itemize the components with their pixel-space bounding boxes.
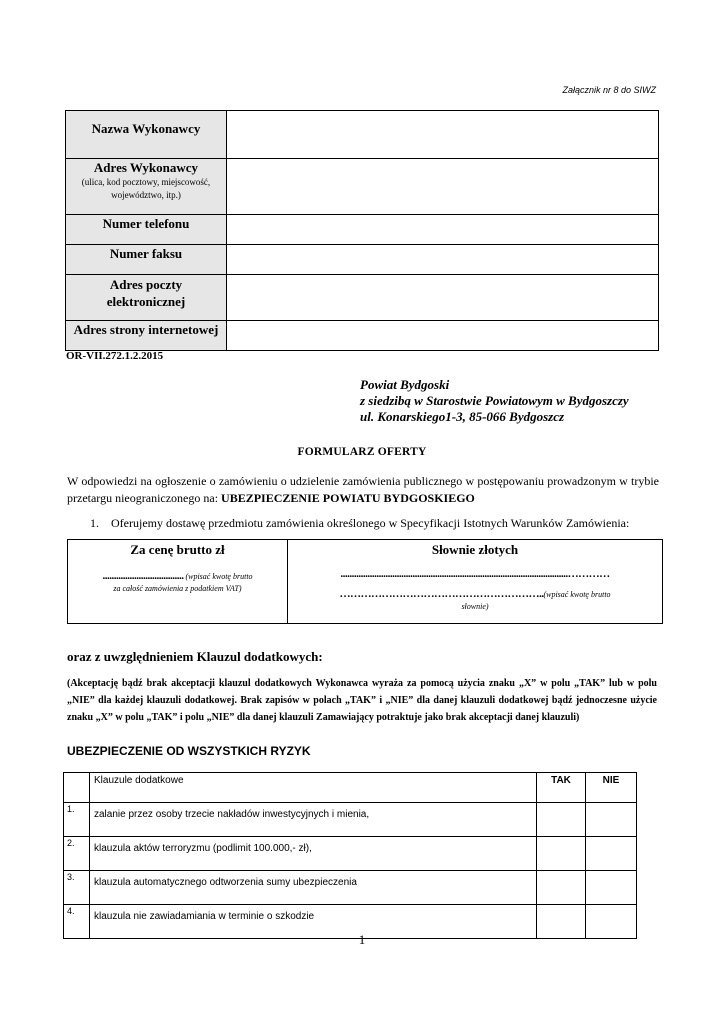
- table-row: [64, 871, 637, 905]
- price-table: [67, 539, 663, 624]
- fax-label: Numer faksu: [66, 245, 227, 275]
- phone-field[interactable]: [227, 215, 659, 245]
- attachment-label: Załącznik nr 8 do SIWZ: [562, 85, 656, 95]
- tak-checkbox[interactable]: [537, 837, 586, 871]
- clause-text: klauzula nie zawiadamiania w terminie o szkodzie: [90, 905, 537, 939]
- page-number: 1: [358, 932, 366, 947]
- words-price-title: Słownie złotych: [431, 542, 519, 557]
- nie-checkbox[interactable]: [586, 871, 637, 905]
- recipient-line-2: z siedzibą w Starostwie Powiatowym w Bydgoszczy: [360, 393, 629, 408]
- words-price-dots-1: .....................................................................................................…………: [340, 568, 610, 580]
- address-hint-1: (ulica, kod pocztowy, miejscowość,: [81, 177, 211, 187]
- form-title: FORMULARZ OFERTY: [297, 446, 427, 458]
- words-price-note-2: słownie): [461, 602, 489, 611]
- recipient-address: [360, 377, 629, 425]
- clauses-header: Klauzule dodatkowe: [90, 773, 537, 803]
- table-row: [64, 837, 637, 871]
- recipient-line-3: ul. Konarskiego1-3, 85-066 Bydgoszcz: [360, 409, 565, 424]
- clause-number: 1.: [64, 803, 90, 837]
- tak-header: TAK: [537, 773, 586, 803]
- procurement-subject: UBEZPIECZENIE POWIATU BYDGOSKIEGO: [221, 491, 475, 505]
- address-hint-2: województwo, itp.): [111, 190, 181, 200]
- clauses-table: [63, 772, 637, 939]
- email-field[interactable]: [227, 275, 659, 321]
- contractor-address-label: Adres Wykonawcy (ulica, kod pocztowy, miejscowość, województwo, itp.): [66, 159, 227, 215]
- email-label: Adres poczty elektronicznej: [66, 275, 227, 321]
- fax-field[interactable]: [227, 245, 659, 275]
- acceptance-instructions: (Akceptację bądź brak akceptacji klauzul dodatkowych Wykonawca wyraża za pomocą użycia znaku „X” w polu „TAK” lub w polu „NIE” dla każdej klauzuli dodatkowej. Brak zapisów w polach „TAK” i „NIE” dla danej klauzuli dodatkowej bądź jednoczesne użycie znaku „X” w polu „TAK” i polu „NIE” dla danej klauzuli Zamawiający potraktuje jako brak akceptacji danej klauzuli): [67, 678, 657, 723]
- phone-label: Numer telefonu: [66, 215, 227, 245]
- offer-item-1: 1. Oferujemy dostawę przedmiotu zamówienia określonego w Specyfikacji Istotnych Warunków Zamówienia:: [90, 516, 630, 530]
- gross-price-dots: ....................................: [102, 570, 184, 582]
- clauses-heading: oraz z uwzględnieniem Klauzul dodatkowych:: [67, 649, 323, 664]
- header-num-cell: [64, 773, 90, 803]
- clause-number: 3.: [64, 871, 90, 905]
- intro-paragraph: W odpowiedzi na ogłoszenie o zamówieniu o udzielenie zamówienia publicznego w postępowaniu prowadzonym w trybie przetargu nieograniczonego na: UBEZPIECZENIE POWIATU BYDGOSKIEGO: [67, 474, 659, 505]
- clause-number: 4.: [64, 905, 90, 939]
- nie-checkbox[interactable]: [586, 837, 637, 871]
- insurance-heading: UBEZPIECZENIE OD WSZYSTKICH RYZYK: [67, 744, 311, 758]
- gross-price-note-2: za całość zamówienia z podatkiem VAT): [113, 584, 242, 593]
- gross-price-note-1: (wpisać kwotę brutto: [183, 572, 253, 581]
- contractor-name-label: Nazwa Wykonawcy: [66, 111, 227, 159]
- website-label: Adres strony internetowej: [66, 321, 227, 351]
- website-field[interactable]: [227, 321, 659, 351]
- contractor-name-field[interactable]: [227, 111, 659, 159]
- table-row: [64, 803, 637, 837]
- recipient-line-1: Powiat Bydgoski: [360, 377, 450, 392]
- reference-number: OR-VII.272.1.2.2015: [66, 350, 164, 362]
- gross-price-cell[interactable]: [68, 540, 288, 624]
- words-price-note-1: (wpisać kwotę brutto: [543, 590, 611, 599]
- clause-text: zalanie przez osoby trzecie nakładów inwestycyjnych i mienia,: [90, 803, 537, 837]
- clause-text: klauzula automatycznego odtworzenia sumy ubezpieczenia: [90, 871, 537, 905]
- tak-checkbox[interactable]: [537, 803, 586, 837]
- gross-price-title: Za cenę brutto zł: [130, 542, 225, 557]
- clauses-header-row: [64, 773, 637, 803]
- contractor-address-field[interactable]: [227, 159, 659, 215]
- contractor-info-table: [65, 110, 659, 351]
- clause-number: 2.: [64, 837, 90, 871]
- tak-checkbox[interactable]: [537, 871, 586, 905]
- nie-header: NIE: [586, 773, 637, 803]
- words-price-cell[interactable]: [288, 540, 663, 624]
- words-price-dots-2: …………………………………………………..: [339, 588, 544, 600]
- clause-text: klauzula aktów terroryzmu (podlimit 100.000,- zł),: [90, 837, 537, 871]
- nie-checkbox[interactable]: [586, 803, 637, 837]
